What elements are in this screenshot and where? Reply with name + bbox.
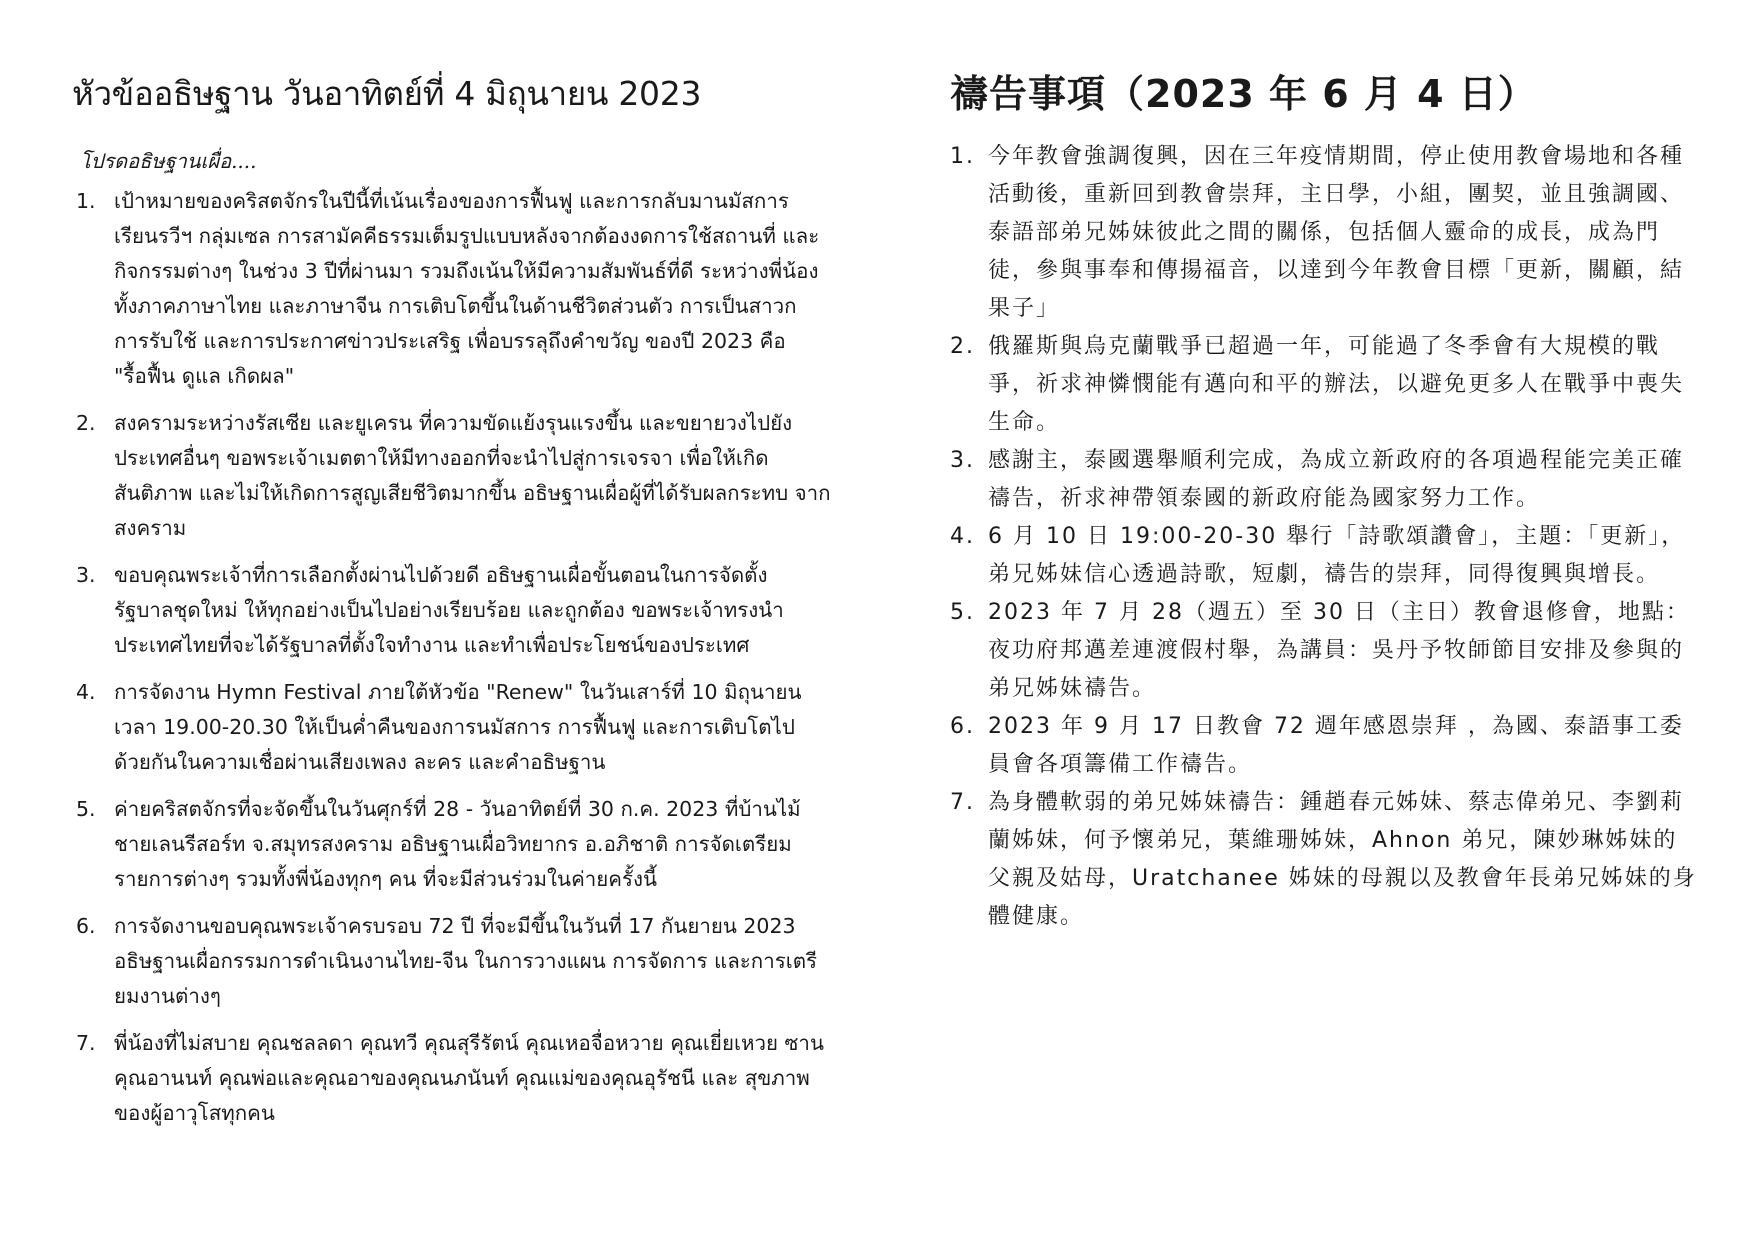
item-number: 5. [76,797,96,821]
item-text: 2023 年 7 月 28（週五）至 30 日（主日）教會退修會，地點：夜功府邦邁差連渡假村舉，為講員：吳丹予牧師節目安排及參與的弟兄姊妹禱告。 [988,600,1690,701]
thai-prayer-item-3 [72,558,832,663]
item-text: 感謝主，泰國選舉順利完成，為成立新政府的各項過程能完美正確禱告，祈求神帶領泰國的新政府能為國家努力工作。 [988,448,1685,511]
item-text: ค่ายคริสตจักรที่จะจัดขึ้นในวันศุกร์ที่ 28 - วันอาทิตย์ที่ 30 ก.ค. 2023 ที่บ้านไม้ ชายเลนรีสอร์ท จ.สมุทรสงคราม อธิษฐานเผื่อวิทยากร อ.อภิชาติ การจัดเตรียม รายการต่างๆ รวมทั้งพี่น้องทุกๆ คน ที่จะมีส่วนร่วมในค่ายครั้งนี้ [114,797,801,891]
thai-prayer-item-2 [72,406,832,546]
item-number: 7. [950,790,975,815]
item-text: 6 月 10 日 19:00-20-30 舉行「詩歌頌讚會」，主題：「更新」，弟兄姊妹信心透過詩歌，短劇，禱告的崇拜，同得復興與增長。 [988,524,1686,587]
item-number: 2. [76,411,96,435]
item-number: 3. [76,563,96,587]
item-number: 1. [950,144,975,169]
item-number: 4. [950,524,975,549]
chinese-prayer-item-6 [950,708,1710,784]
item-text: 今年教會強調復興，因在三年疫情期間，停止使用教會場地和各種活動後，重新回到教會崇拜，主日學，小組，團契，並且強調國、泰語部弟兄姊妹彼此之間的關係，包括個人靈命的成長，成為門徒，參與事奉和傳揚福音，以達到今年教會目標「更新，關顧，結果子」 [988,144,1685,321]
item-text: 2023 年 9 月 17 日教會 72 週年感恩崇拜 ，為國、泰語事工委員會各項籌備工作禱告。 [988,714,1684,777]
chinese-prayer-list [950,138,1710,936]
thai-prayer-item-7 [72,1026,832,1131]
item-number: 2. [950,334,975,359]
item-text: 為身體軟弱的弟兄姊妹禱告：鍾趙春元姊妹、蔡志偉弟兄、李劉莉蘭姊妹，何予懷弟兄，葉維珊姊妹，Ahnon 弟兄，陳妙琳姊妹的父親及姑母，Uratchanee 姊妹的母親以及教會年長弟兄姊妹的身體健康。 [988,790,1697,929]
item-text: สงครามระหว่างรัสเซีย และยูเครน ที่ความขัดแย้งรุนแรงขึ้น และขยายวงไปยัง ประเทศอื่นๆ ขอพระเจ้าเมตตาให้มีทางออกที่จะนำไปสู่การเจรจา เพื่อให้เกิด สันติภาพ และไม่ให้เกิดการสูญเสียชีวิตมากขึ้น อธิษฐานเผื่อผู้ที่ได้รับผลกระทบ จากสงคราม [114,411,831,540]
thai-intro: โปรดอธิษฐานเผื่อ.... [80,149,257,173]
item-number: 7. [76,1031,96,1055]
item-text: ขอบคุณพระเจ้าที่การเลือกตั้งผ่านไปด้วยดี อธิษฐานเผื่อขั้นตอนในการจัดตั้ง รัฐบาลชุดใหม่ ให้ทุกอย่างเป็นไปอย่างเรียบร้อย และถูกต้อง ขอพระเจ้าทรงนำ ประเทศไทยที่จะได้รัฐบาลที่ตั้งใจทำงาน และทำเพื่อประโยชน์ของประเทศ [114,563,784,657]
thai-prayer-item-5 [72,792,832,897]
chinese-prayer-column [950,60,1710,936]
thai-prayer-item-4 [72,675,832,780]
thai-prayer-item-6 [72,909,832,1014]
item-number: 5. [950,600,975,625]
thai-prayer-list [72,184,832,1131]
chinese-prayer-item-1 [950,138,1710,328]
chinese-prayer-item-5 [950,594,1710,708]
item-number: 4. [76,680,96,704]
chinese-prayer-item-4 [950,518,1710,594]
chinese-prayer-item-7 [950,784,1710,936]
item-number: 6. [76,914,96,938]
chinese-prayer-item-3 [950,442,1710,518]
thai-prayer-item-1 [72,184,832,394]
item-number: 3. [950,448,975,473]
item-text: 俄羅斯與烏克蘭戰爭已超過一年，可能過了冬季會有大規模的戰爭，祈求神憐憫能有邁向和平的辦法，以避免更多人在戰爭中喪失生命。 [988,334,1685,435]
chinese-title: 禱告事項（2023 年 6 月 4 日） [950,72,1537,116]
thai-prayer-column [72,60,832,1143]
chinese-prayer-item-2 [950,328,1710,442]
item-number: 1. [76,189,96,213]
item-text: การจัดงานขอบคุณพระเจ้าครบรอบ 72 ปี ที่จะมีขึ้นในวันที่ 17 กันยายน 2023 อธิษฐานเผื่อกรรมการดำเนินงานไทย-จีน ในการวางแผน การจัดการ และการเตรียมงานต่างๆ [114,914,818,1008]
item-text: การจัดงาน Hymn Festival ภายใต้หัวข้อ "Renew" ในวันเสาร์ที่ 10 มิถุนายน เวลา 19.00-20.30 ให้เป็นค่ำคืนของการนมัสการ การฟื้นฟู และการเติบโตไป ด้วยกันในความเชื่อผ่านเสียงเพลง ละคร และคำอธิษฐาน [114,680,802,774]
item-text: พี่น้องที่ไม่สบาย คุณชลลดา คุณทวี คุณสุรีรัตน์ คุณเหอจื่อหวาย คุณเยี่ยเหวย ซาน คุณอานนท์ คุณพ่อและคุณอาของคุณนภนันท์ คุณแม่ของคุณอุรัชนี และ สุขภาพของผู้อาวุโสทุกคน [114,1031,824,1125]
item-text: เป้าหมายของคริสตจักรในปีนี้ที่เน้นเรื่องของการฟื้นฟู และการกลับมานมัสการ เรียนรวีฯ กลุ่มเซล การสามัคคีธรรมเต็มรูปแบบหลังจากต้องงดการใช้สถานที่ และกิจกรรมต่างๆ ในช่วง 3 ปีที่ผ่านมา รวมถึงเน้นให้มีความสัมพันธ์ที่ดี ระหว่างพี่น้องทั้งภาคภาษาไทย และภาษาจีน การเติบโตขึ้นในด้านชีวิตส่วนตัว การเป็นสาวก การรับใช้ และการประกาศข่าวประเสริฐ เพื่อบรรลุถึงคำขวัญ ของปี 2023 คือ "รื้อฟื้น ดูแล เกิดผล" [114,189,820,388]
item-number: 6. [950,714,975,739]
thai-title: หัวข้ออธิษฐาน วันอาทิตย์ที่ 4 มิถุนายน 2023 [72,74,702,113]
